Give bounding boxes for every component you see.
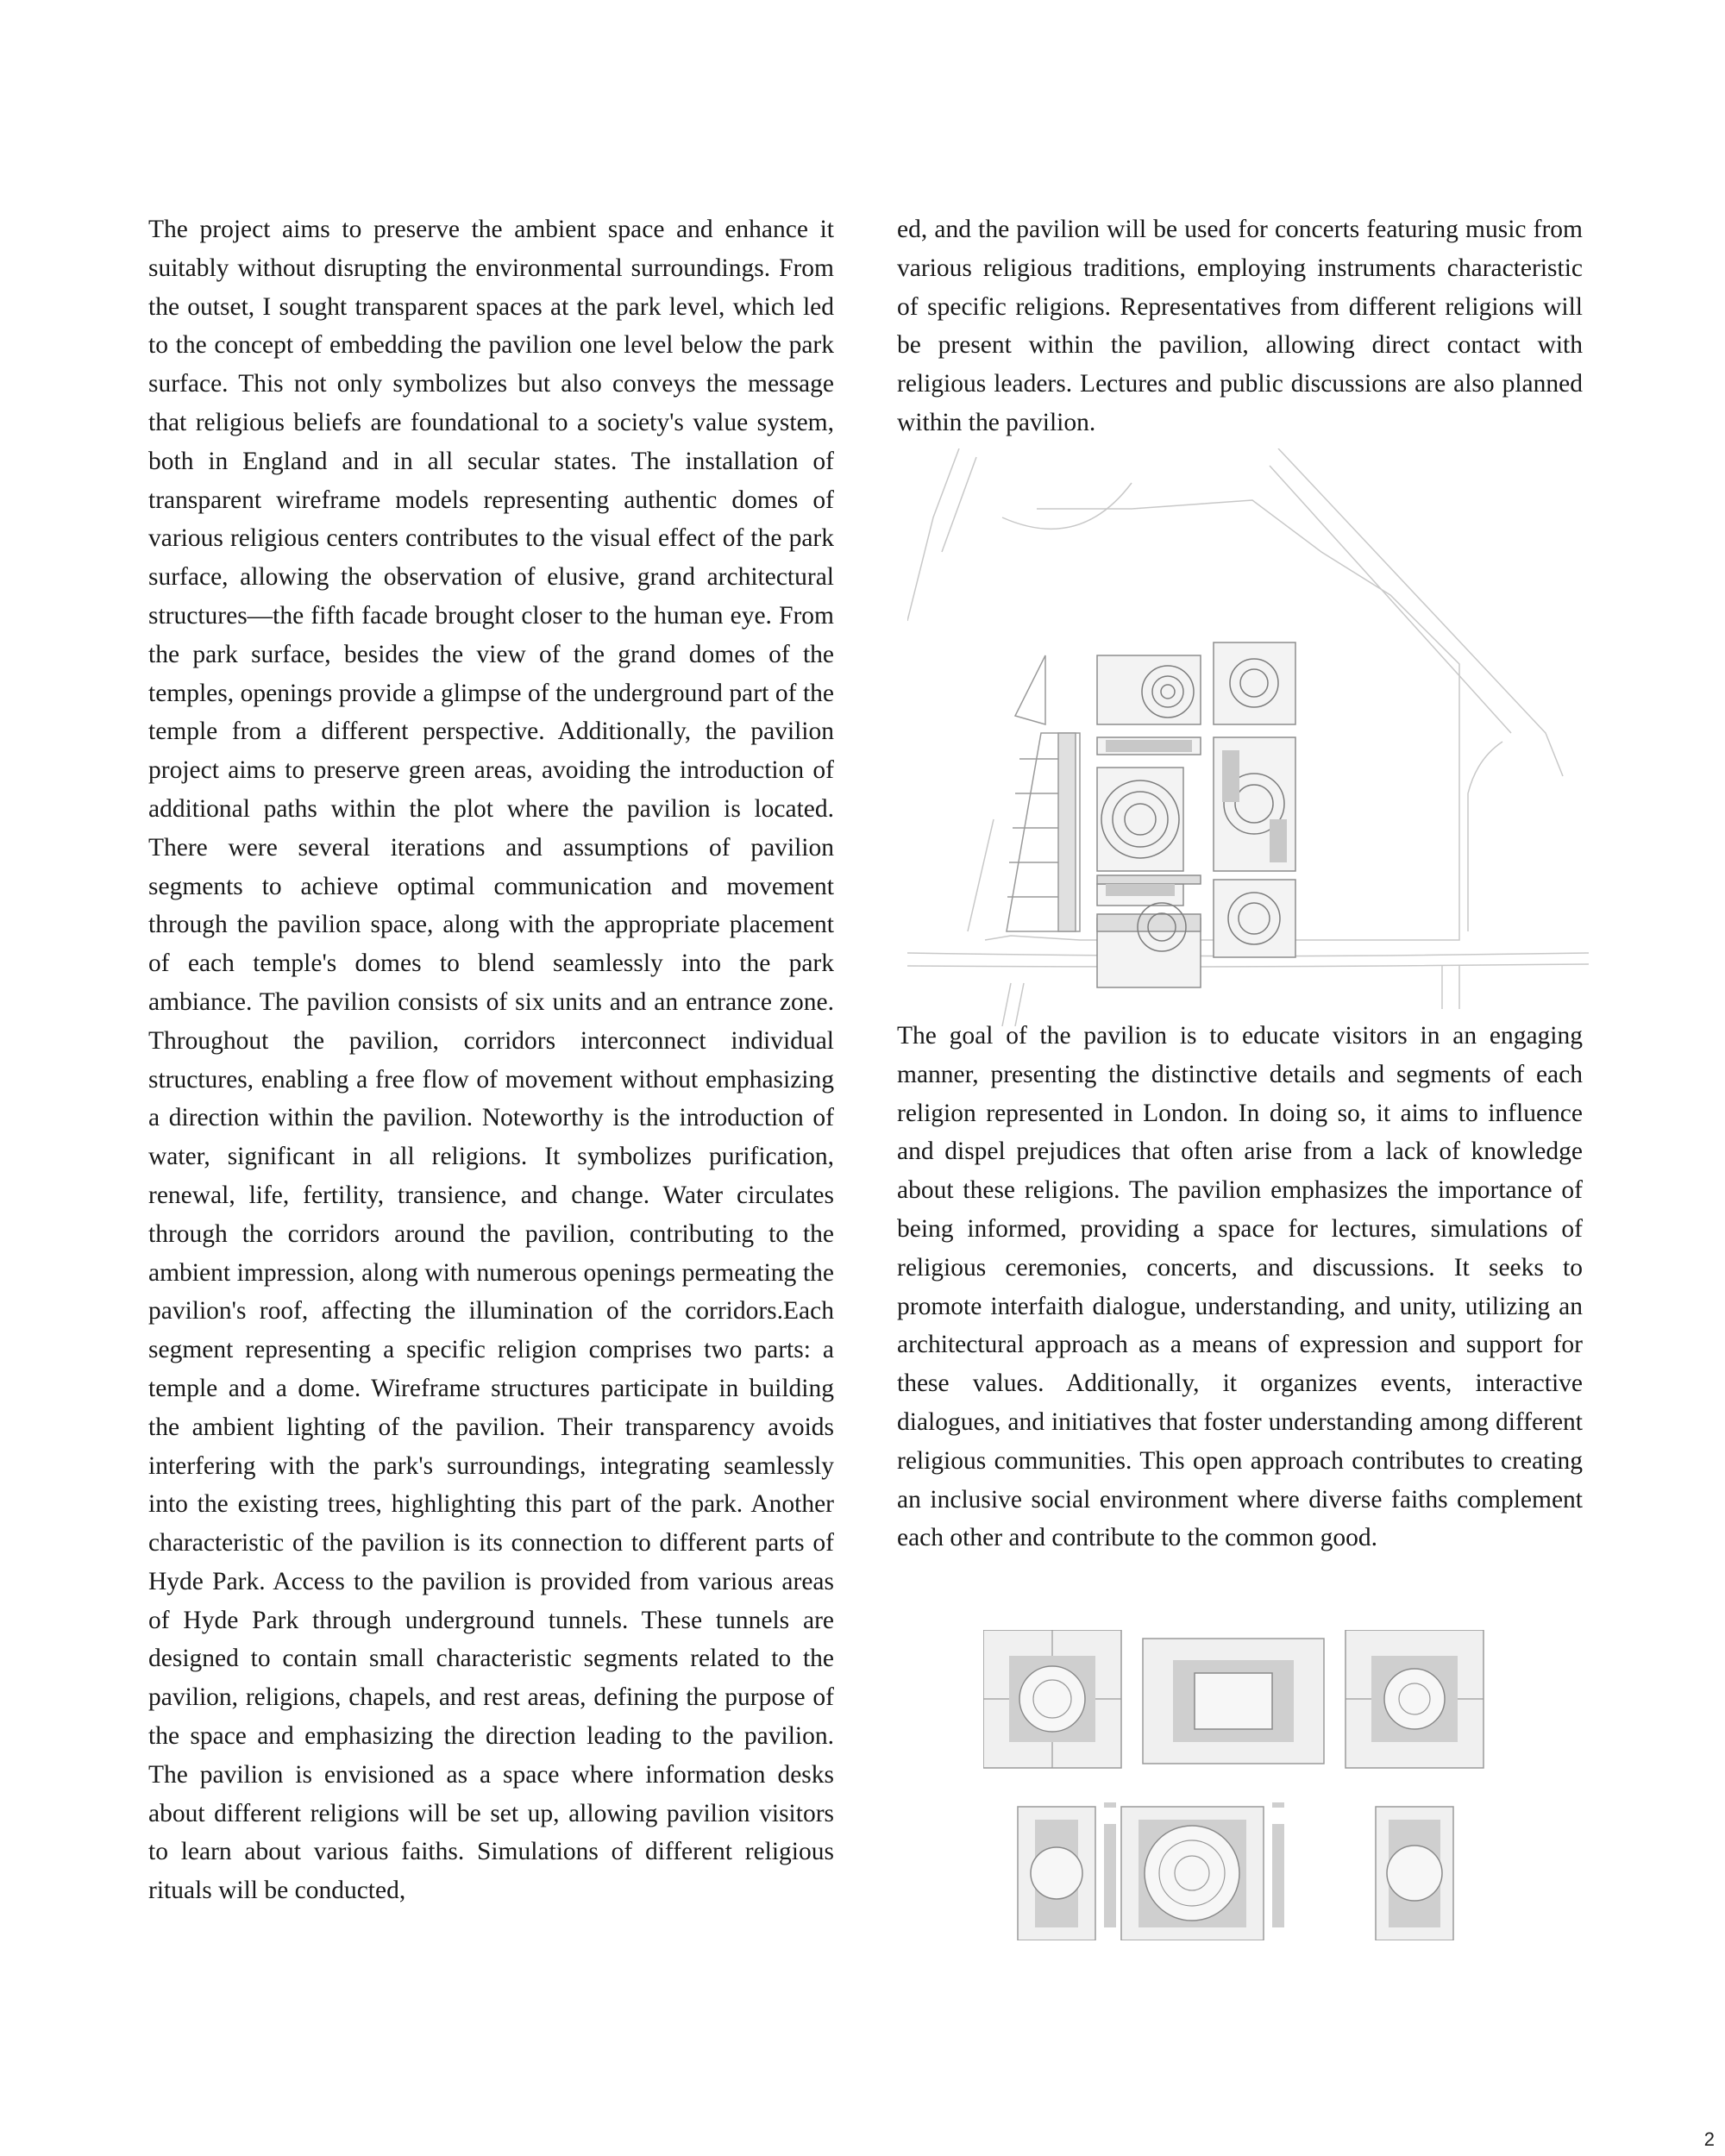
body-text-right-column-middle: The goal of the pavilion is to educate visitors in an engaging manner, presenting the distinctive details and segments of each religion represented in London. In doing so, it aims to influence and dispel prejudices that often arise from a lack of knowledge about these religions. The pavilion emphasizes the importance of being informed, providing a space for lectures, simulations of religious ceremonies, concerts, and discussions. It seeks to promote interfaith dialogue, understanding, and unity, utilizing an architectural approach as a means of expression and support for these values. Additionally, it organizes events, interactive dialogues, and initiatives that foster understanding among different religious communities. This open approach contributes to creating an inclusive social environment where diverse faiths complement each other and contribute to the common good. [897,1022,1583,1552]
body-text-right-column-top: ed, and the pavilion will be used for concerts featuring music from various religious traditions, employing instruments characteristic of specific religions. Representatives from different religions will be present within the pavilion, allowing direct contact with religious leaders. Lectures and public discussions are also planned within the pavilion. [897,216,1583,436]
unit-plans-drawing [983,1630,1501,1940]
body-text-left-column: The project aims to preserve the ambient space and enhance it suitably without disrupting the environmental surroundings. From the outset, I sought transparent spaces at the park level, which led to the concept of embedding the pavilion one level below the park surface. This not only symbolizes but also conveys the message that religious beliefs are foundational to a society's value system, both in England and in all secular states. The installation of transparent wireframe models representing authentic domes of various religious centers contributes to the visual effect of the park surface, allowing the observation of elusive, grand architectural structures—the fifth facade brought closer to the human eye. From the park surface, besides the view of the grand domes of the temples, openings provide a glimpse of the underground part of the temple from a different perspective. Additionally, the pavilion project aims to preserve green areas, avoiding the introduction of additional paths within the plot where the pavilion is located. There were several iterations and assumptions of pavilion segments to achieve optimal communication and movement through the pavilion space, along with the appropriate placement of each temple's domes to blend seamlessly into the park ambiance. The pavilion consists of six units and an entrance zone. Throughout the pavilion, corridors interconnect individual structures, enabling a free flow of movement without emphasizing a direction within the pavilion. Noteworthy is the introduction of water, significant in all religions. It symbolizes purification, renewal, life, fertility, transience, and change. Water circulates through the corridors around the pavilion, contributing to the ambient impression, along with numerous openings permeating the pavilion's roof, affecting the illumination of the corridors.Each segment representing a specific religion comprises two parts: a temple and a dome. Wireframe structures participate in building the ambient lighting of the pavilion. Their transparency avoids interfering with the park's surroundings, integrating seamlessly into the existing trees, highlighting this part of the park. Another characteristic of the pavilion is its connection to different parts of Hyde Park. Access to the pavilion is provided from various areas of Hyde Park through underground tunnels. These tunnels are designed to contain small characteristic segments related to the pavilion, religions, chapels, and rest areas, defining the purpose of the space and emphasizing the direction leading to the pavilion. The pavilion is envisioned as a space where information desks about different religions will be set up, allowing pavilion visitors to learn about various faiths. Simulations of different religious rituals will be conducted, [148,216,834,1905]
site-plan-drawing [907,448,1589,1026]
page-number: 2 [1703,2128,1715,2150]
